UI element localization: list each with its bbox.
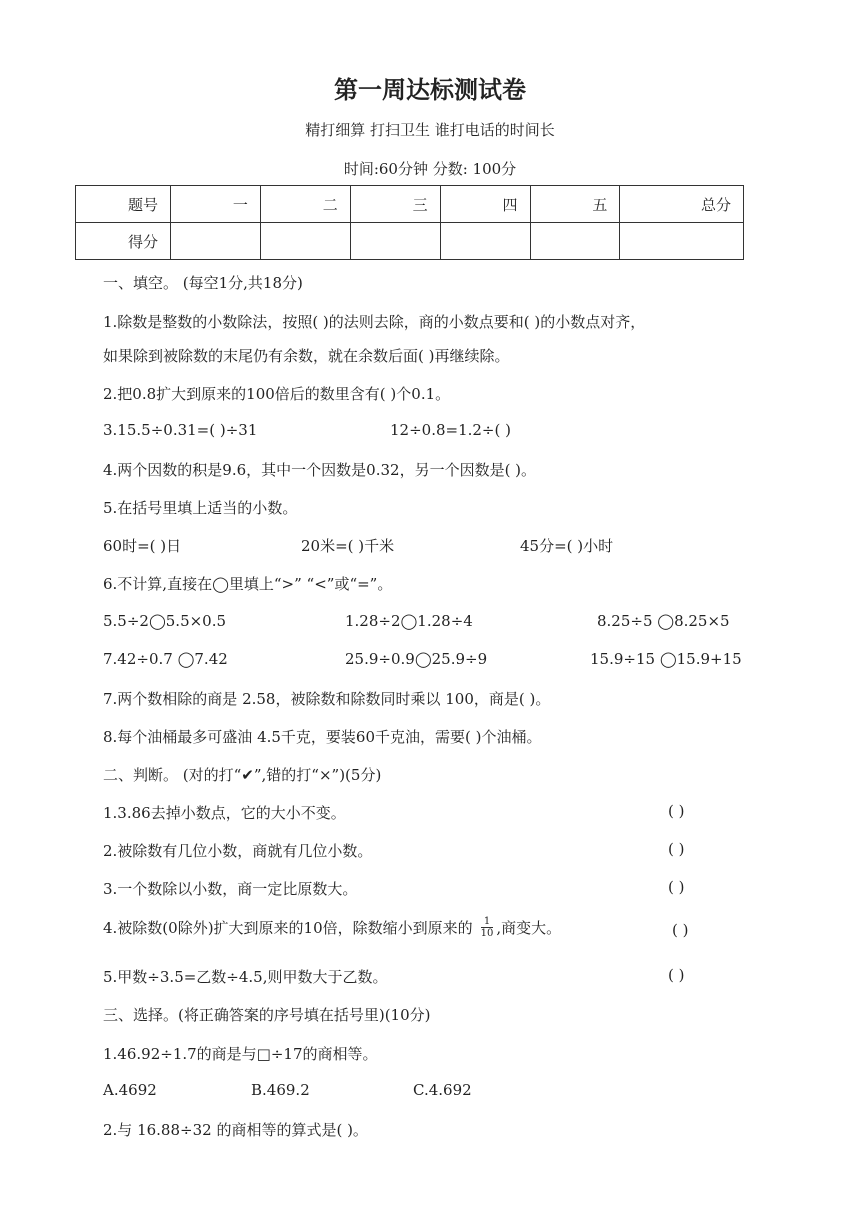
score-header-cell: 题号 xyxy=(76,186,171,223)
question-6: 6.不计算,直接在◯里填上“>” “<”或“=”。 xyxy=(103,575,393,593)
score-cell[interactable] xyxy=(440,223,530,260)
answer-paren[interactable]: ( ) xyxy=(672,921,689,939)
judge-5-text: 5.甲数÷3.5=乙数÷4.5,则甲数大于乙数。 xyxy=(103,968,388,986)
judge-4-text: 4.被除数(0除外)扩大到原来的10倍，除数缩小到原来的 xyxy=(103,919,473,937)
question-1-line1: 1.除数是整数的小数除法，按照( )的法则去除，商的小数点要和( )的小数点对齐， xyxy=(103,313,646,331)
judge-2-text: 2.被除数有几位小数，商就有几位小数。 xyxy=(103,842,373,860)
score-cell[interactable] xyxy=(171,223,261,260)
score-header-cell: 一 xyxy=(171,186,261,223)
question-4: 4.两个因数的积是9.6，其中一个因数是0.32，另一个因数是( )。 xyxy=(103,461,537,479)
score-cell[interactable] xyxy=(260,223,350,260)
score-cell[interactable] xyxy=(620,223,744,260)
judge-1 xyxy=(103,802,803,823)
question-3a: 3.15.5÷0.31=( )÷31 xyxy=(103,421,258,439)
subtitle: 精打细算 打扫卫生 谁打电话的时间长 xyxy=(305,121,555,139)
score-header-cell: 四 xyxy=(440,186,530,223)
answer-paren[interactable]: ( ) xyxy=(668,878,685,896)
question-5c: 45分=( )小时 xyxy=(520,537,614,555)
page-title: 第一周达标测试卷 xyxy=(334,75,526,104)
judge-3-text: 3.一个数除以小数，商一定比原数大。 xyxy=(103,880,358,898)
score-table-header-row xyxy=(76,186,744,223)
score-cell[interactable] xyxy=(350,223,440,260)
question-1-line2: 如果除到被除数的末尾仍有余数，就在余数后面( )再继续除。 xyxy=(103,347,510,365)
question-5b: 20米=( )千米 xyxy=(301,537,395,555)
section2-heading: 二、判断。 (对的打“✔”,错的打“×”)(5分) xyxy=(103,766,382,784)
question-2: 2.把0.8扩大到原来的100倍后的数里含有( )个0.1。 xyxy=(103,385,451,403)
compare-item: 5.5÷2◯5.5×0.5 xyxy=(103,612,227,630)
score-cell[interactable] xyxy=(530,223,620,260)
choice-2: 2.与 16.88÷32 的商相等的算式是( )。 xyxy=(103,1121,368,1139)
answer-paren[interactable]: ( ) xyxy=(668,966,685,984)
compare-item: 25.9÷0.9◯25.9÷9 xyxy=(345,650,488,668)
section1-heading: 一、填空。 (每空1分,共18分) xyxy=(103,274,303,292)
question-7: 7.两个数相除的商是 2.58，被除数和除数同时乘以 100，商是( )。 xyxy=(103,690,551,708)
fraction-numerator: 1 xyxy=(481,916,494,928)
exam-meta: 时间:60分钟 分数: 100分 xyxy=(343,160,517,178)
fraction xyxy=(481,916,494,939)
compare-item: 8.25÷5 ◯8.25×5 xyxy=(597,612,730,630)
fraction-denominator: 10 xyxy=(480,928,494,939)
judge-4 xyxy=(103,916,803,946)
compare-item: 15.9÷15 ◯15.9+15 xyxy=(590,650,742,668)
choice-1: 1.46.92÷1.7的商是与□÷17的商相等。 xyxy=(103,1045,378,1063)
answer-paren[interactable]: ( ) xyxy=(668,840,685,858)
judge-4-tail: ,商变大。 xyxy=(496,919,562,937)
judge-1-text: 1.3.86去掉小数点，它的大小不变。 xyxy=(103,804,346,822)
question-5a: 60时=( )日 xyxy=(103,537,182,555)
judge-2 xyxy=(103,840,803,861)
answer-paren[interactable]: ( ) xyxy=(668,802,685,820)
option-b: B.469.2 xyxy=(251,1081,310,1099)
score-header-cell: 三 xyxy=(350,186,440,223)
score-table xyxy=(75,185,744,260)
score-header-cell: 五 xyxy=(530,186,620,223)
compare-item: 1.28÷2◯1.28÷4 xyxy=(345,612,473,630)
question-5: 5.在括号里填上适当的小数。 xyxy=(103,499,298,517)
judge-5 xyxy=(103,966,803,987)
score-header-cell: 二 xyxy=(260,186,350,223)
score-header-cell: 总分 xyxy=(620,186,744,223)
option-a: A.4692 xyxy=(103,1081,157,1099)
question-3b: 12÷0.8=1.2÷( ) xyxy=(390,421,511,439)
question-8: 8.每个油桶最多可盛油 4.5千克，要装60千克油，需要( )个油桶。 xyxy=(103,728,542,746)
score-row-label: 得分 xyxy=(76,223,171,260)
compare-item: 7.42÷0.7 ◯7.42 xyxy=(103,650,228,668)
judge-3 xyxy=(103,878,803,899)
score-table-row xyxy=(76,223,744,260)
section3-heading: 三、选择。(将正确答案的序号填在括号里)(10分) xyxy=(103,1006,431,1024)
option-c: C.4.692 xyxy=(413,1081,472,1099)
